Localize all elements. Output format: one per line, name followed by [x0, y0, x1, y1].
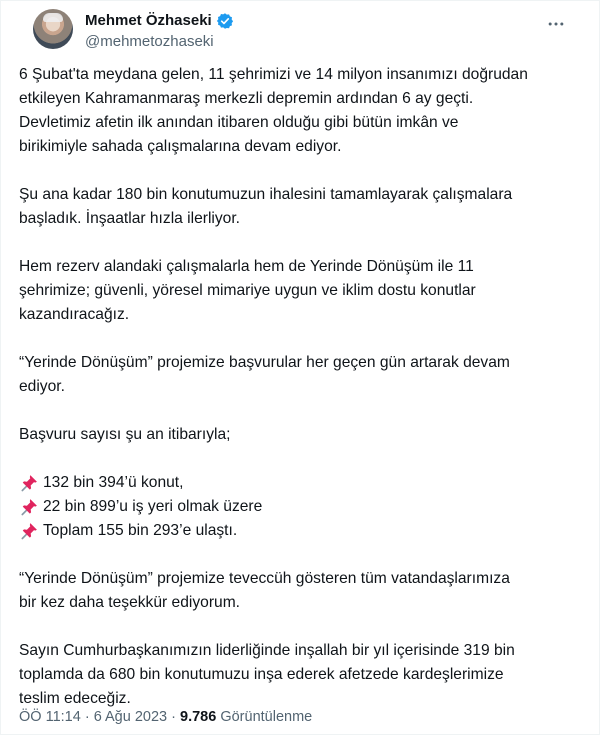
- pushpin-icon: [19, 521, 39, 541]
- pushpin-icon: [19, 473, 39, 493]
- list-item: [19, 495, 579, 519]
- tweet-paragraph: Şu ana kadar 180 bin konutumuzun ihalesini tamamlayarak çalışmalara başladık. İnşaatlar hızla ilerliyor.: [19, 186, 513, 227]
- more-options-icon[interactable]: [545, 13, 567, 35]
- tweet-paragraph: “Yerinde Dönüşüm” projemize teveccüh gösteren tüm vatandaşlarımıza bir kez daha teşekkür ediyorum.: [19, 570, 510, 611]
- tweet-paragraph: 6 Şubat'ta meydana gelen, 11 şehrimizi ve 14 milyon insanımızı doğrudan etkileyen Kahramanmaraş merkezli depremin ardından 6 ay geçti. Devletimiz afetin ilk anından itibaren olduğu gibi bütün imkân ve birikimiyle sahada çalışmalarına devam ediyor.: [19, 66, 528, 155]
- list-item-text: 132 bin 394’ü konut,: [43, 474, 184, 491]
- author-handle[interactable]: @mehmetozhaseki: [85, 33, 214, 50]
- tweet-paragraph: Hem rezerv alandaki çalışmalarla hem de Yerinde Dönüşüm ile 11 şehrimize; güvenli, yöresel mimariye uygun ve iklim dostu konutlar kazandıracağız.: [19, 258, 476, 323]
- tweet-date: 6 Ağu 2023: [93, 709, 168, 725]
- tweet-timestamp[interactable]: [19, 709, 171, 725]
- tweet-meta: [19, 707, 312, 727]
- pinned-list: [19, 471, 579, 543]
- pushpin-icon: [19, 497, 39, 517]
- list-item-text: Toplam 155 bin 293’e ulaştı.: [43, 522, 238, 539]
- list-item: [19, 519, 579, 543]
- tweet-paragraph: “Yerinde Dönüşüm” projemize başvurular her geçen gün artarak devam ediyor.: [19, 354, 510, 395]
- meta-separator: ·: [84, 709, 90, 725]
- avatar[interactable]: [33, 9, 73, 49]
- list-item: [19, 471, 579, 495]
- author-display-name[interactable]: Mehmet Özhaseki: [85, 12, 212, 29]
- list-item-text: 22 bin 899’u iş yeri olmak üzere: [43, 498, 263, 515]
- views-count: 9.786: [180, 709, 217, 725]
- author-block: [85, 11, 234, 52]
- tweet-paragraph: Başvuru sayısı şu an itibarıyla;: [19, 426, 231, 443]
- verified-badge-icon: [216, 12, 234, 30]
- views-label: Görüntülenme: [220, 709, 313, 725]
- meta-separator: ·: [171, 709, 176, 725]
- tweet-text: [19, 63, 579, 735]
- tweet-paragraph: Sayın Cumhurbaşkanımızın liderliğinde inşallah bir yıl içerisinde 319 bin toplamda da 680 bin konutumuzu inşa ederek afetzede kardeşlerimize teslim edeceğiz.: [19, 642, 515, 707]
- tweet-time: ÖÖ 11:14: [19, 709, 81, 725]
